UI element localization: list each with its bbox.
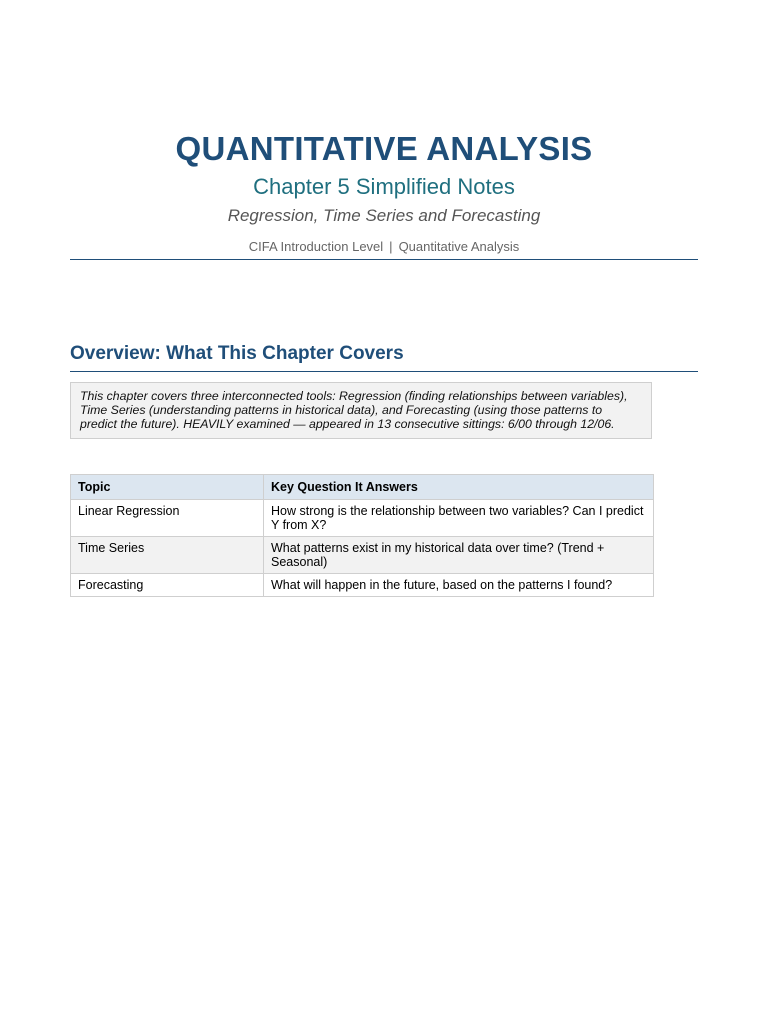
- table-header-row: [71, 475, 654, 500]
- meta-subject: Quantitative Analysis: [398, 239, 520, 254]
- document-title: QUANTITATIVE ANALYSIS: [175, 130, 593, 167]
- table-row: [71, 574, 654, 597]
- table-cell-question: What patterns exist in my historical data over time? (Trend + Seasonal): [264, 537, 654, 574]
- section-divider: [70, 371, 698, 372]
- table-row: [71, 500, 654, 537]
- meta-level: CIFA Introduction Level: [248, 239, 384, 254]
- table-cell-topic: Time Series: [71, 537, 264, 574]
- chapter-subtitle: Chapter 5 Simplified Notes: [253, 174, 515, 199]
- overview-callout: This chapter covers three interconnected tools: Regression (finding relationships between variables), Time Series (understanding patterns in historical data), and Forecasting (using those patterns to predict the future). HEAVILY examined — appeared in 13 consecutive sittings: 6/00 through 12/06.: [70, 382, 652, 439]
- table-cell-topic: Linear Regression: [71, 500, 264, 537]
- chapter-tagline: Regression, Time Series and Forecasting: [227, 206, 541, 225]
- meta-separator: |: [389, 239, 393, 254]
- section-heading: Overview: What This Chapter Covers: [70, 343, 404, 364]
- document-meta: [0, 239, 768, 254]
- table-header-question: Key Question It Answers: [264, 475, 654, 500]
- header-divider: [70, 259, 698, 260]
- table-header-topic: Topic: [71, 475, 264, 500]
- table-row: [71, 537, 654, 574]
- table-cell-topic: Forecasting: [71, 574, 264, 597]
- table-cell-question: What will happen in the future, based on the patterns I found?: [264, 574, 654, 597]
- table-cell-question: How strong is the relationship between two variables? Can I predict Y from X?: [264, 500, 654, 537]
- topics-table: [70, 474, 654, 597]
